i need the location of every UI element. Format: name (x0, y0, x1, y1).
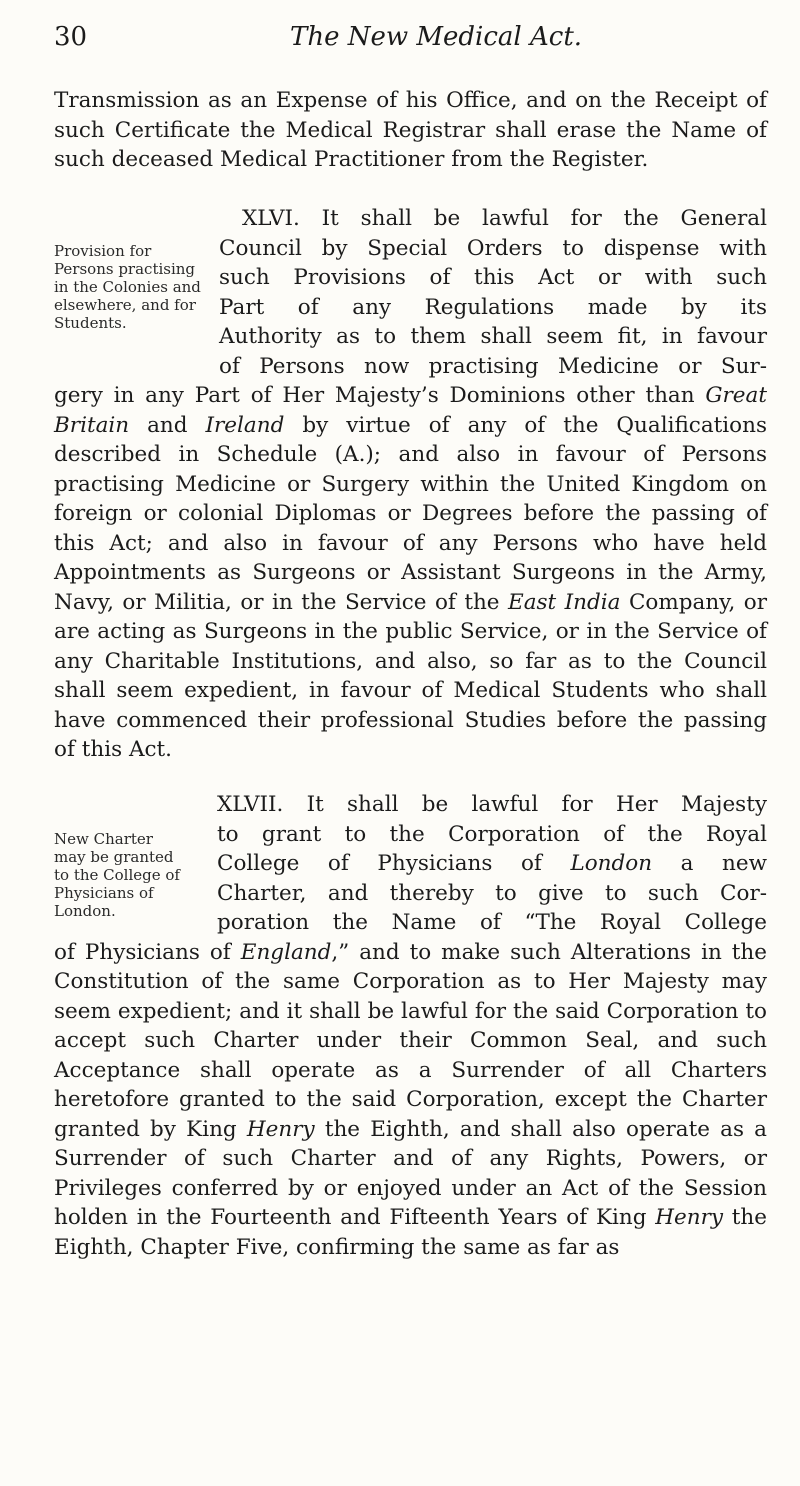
section-47-line-2: to grant to the Corporation of the Royal (217, 821, 767, 847)
running-title: The New Medical Act. (290, 22, 583, 52)
section-46-line-3: such Provisions of this Act or with such (219, 265, 767, 290)
page-header (40, 22, 780, 58)
page-number: 30 (54, 22, 88, 52)
section-47-line-4: Charter, and thereby to give to such Cor- (217, 880, 767, 906)
section-46 (54, 204, 767, 765)
section-47-line-3: College of Physicians of London a new (217, 851, 767, 876)
section-47-line-1: XLVII. It shall be lawful for Her Majesty (217, 792, 767, 817)
sidenote-new-charter: New Charter may be granted to the College of Physicians of London. (54, 830, 180, 920)
sidenote-provision-for-persons: Provision for Persons practising in the Colonies and elsewhere, and for Students. (54, 242, 201, 332)
section-47-line-5: poration the Name of “The Royal College (217, 910, 767, 935)
section-46-line-4: Part of any Regulations made by its (219, 294, 767, 320)
section-46-continuation: gery in any Part of Her Majesty’s Dominions other than Great Britain and Ireland by virtue of any of the Qualifications described in Schedule (A.); and also in favour of Persons practising Medicine or Surgery within the United Kingdom on foreign or colonial Diplomas or Degrees before the passing of this Act; and also in favour of any Persons who have held Appointments as Surgeons or Assistant Surgeons in the Army, Navy, or Militia, or in the Service of the East India Company, or are acting as Surgeons in the public Service, or in the Service of any Charitable Institutions, and also, so far as to the Council shall seem expedient, in favour of Medical Students who shall have commenced their professional Studies before the passing of this Act. (54, 383, 767, 762)
section-46-line-6: of Persons now practising Medicine or Sur- (219, 353, 767, 379)
section-46-line-2: Council by Special Orders to dispense with (219, 235, 767, 261)
section-46-line-1: XLVI. It shall be lawful for the General (242, 206, 767, 231)
paragraph-transmission: Transmission as an Expense of his Office, and on the Receipt of such Certificate the Medical Registrar shall erase the Name of such deceased Medical Practitioner from the Register. (54, 88, 767, 172)
section-47-continuation: of Physicians of England,” and to make such Alterations in the Constitution of the same Corporation as to Her Majesty may seem expedient; and it shall be lawful for the said Corporation to accept such Charter under their Common Seal, and such Acceptance shall operate as a Surrender of all Charters heretofore granted to the said Corporation, except the Charter granted by King Henry the Eighth, and shall also operate as a Surrender of such Charter and of any Rights, Powers, or Privileges conferred by or enjoyed under an Act of the Session holden in the Fourteenth and Fifteenth Years of King Henry the Eighth, Chapter Five, confirming the same as far as (54, 939, 768, 1260)
section-47 (54, 790, 767, 1262)
section-46-line-5: Authority as to them shall seem fit, in favour (219, 324, 767, 349)
